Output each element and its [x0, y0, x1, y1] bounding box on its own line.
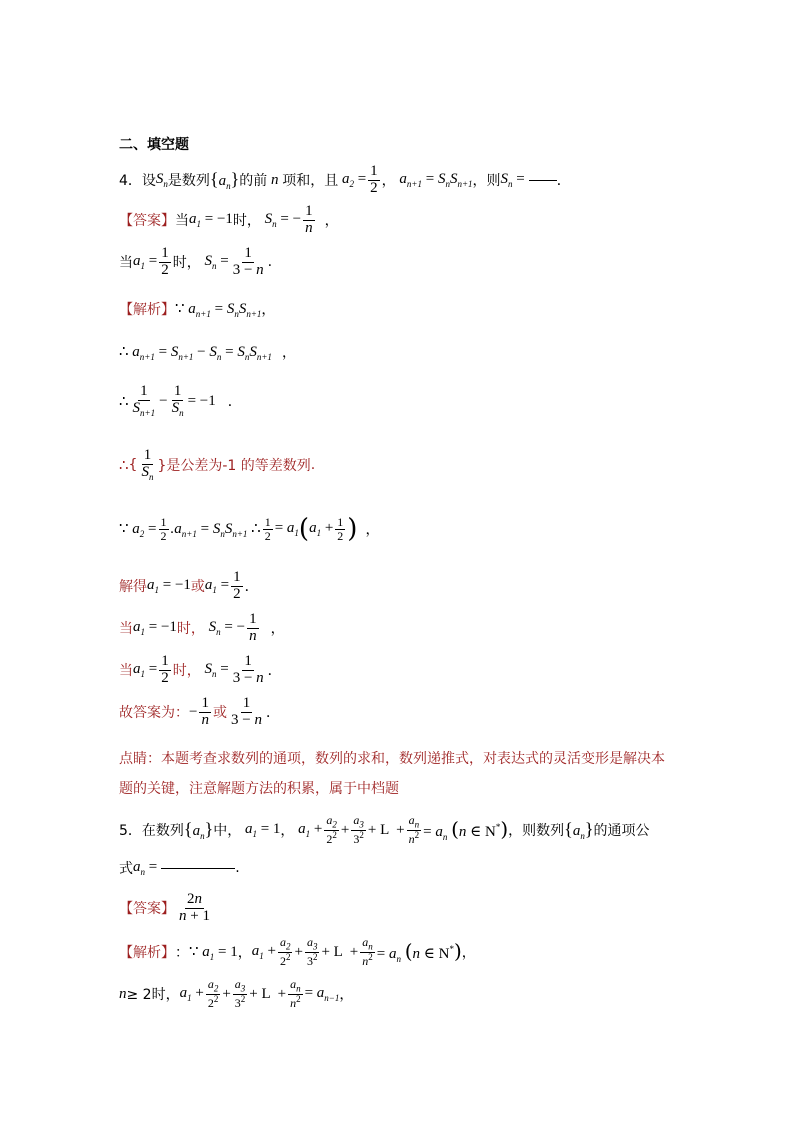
- q5-analysis-line-2: n ≥ 2时， $a_1$ + $\frac{a_2}{2^2}$ + $\frac{a_3}{3^2}$ + L + $\frac{a_n}{n^2}$ = $a_{n-1}$ ，: [119, 977, 354, 1011]
- case-line-1: 当 $a_1 = -1$ 时， $S_n$ = − $\frac{1}{n}$ ，: [119, 610, 285, 644]
- solve-line: 解得 $a_1 = -1$ 或 $a_1$ = $\frac{1}{2}$ ．: [119, 568, 259, 602]
- analysis-line-2: ∴ $a_{n+1} = S_{n+1} - S_n = S_nS_{n+1}$ ，: [119, 344, 296, 362]
- answer-tag: 【答案】: [119, 213, 175, 229]
- analysis-tag: 【解析】: [119, 302, 175, 318]
- answer-line-1: 【答案】 当 $a_1 = -1$ 时， $S_n$ = − $\frac{1}{n}$ ，: [119, 202, 339, 236]
- analysis-line-5: ∵ $a_2$ = $\frac{1}{2}$ $.a_{n+1} = S_nS_{n+1}$ ∴ $\frac{1}{2}$ = $a_1$ ( $a_1$ + $\frac{1}{2}$ ) ，: [119, 514, 380, 544]
- q5-analysis-line-1: 【解析】 ： ∵ $a_1 = 1$ ， $a_1$ + $\frac{a_2}{2^2}$ + $\frac{a_3}{3^2}$ + L + $\frac{a_n}{n^2}$ = $a_n$ (n ∈ N*) ，: [119, 935, 476, 969]
- analysis-line-1: 【解析】 ∵ $a_{n+1} = S_nS_{n+1}$ ，: [119, 301, 276, 319]
- question-5-line-2: 式 $a_n$ = .: [119, 859, 240, 877]
- section-title: 二、填空题: [119, 137, 189, 153]
- answer-blank[interactable]: [529, 180, 557, 181]
- analysis-tag: 【解析】: [119, 945, 175, 961]
- answer-line-2: 当 $a_1$ = $\frac{1}{2}$ 时， $S_n$ = $\frac{1}{3 - n}$ .: [119, 244, 273, 278]
- final-answer-line: 故答案为： − $\frac{1}{n}$ 或 $\frac{1}{3 - n}$ ．: [119, 694, 280, 728]
- question-number: 4．: [119, 173, 142, 189]
- comment-line-1: 点睛：本题考查求数列的通项，数列的求和，数列递推式，对表达式的灵活变形是解决本: [119, 751, 665, 767]
- question-5: 5． 在数列 $\{a_n\}$ 中， $a_1 = 1$ ， $a_1$ + $\frac{a_2}{2^2}$ + $\frac{a_3}{3^2}$ + L + $\frac{a_n}{n^2}$ = $a_n$ (n ∈ N*) ，则数列 $\{a_n\}$ 的通项公: [119, 813, 650, 847]
- analysis-line-3: ∴ $\frac{1}{S_{n+1}}$ − $\frac{1}{S_n}$ = −1 ．: [119, 382, 242, 418]
- answer-blank[interactable]: [161, 868, 235, 869]
- analysis-line-4: ∴ { $\frac{1}{S_n}$ }是公差为-1 的等差数列 .: [119, 446, 316, 482]
- comment-line-2: 题的关键，注意解题方法的积累，属于中档题: [119, 781, 399, 797]
- question-4: 4． 设 $S_n$ 是数列 $\{a_n\}$ 的前 n 项和，且 $a_2$ = $\frac{1}{2}$ ， $a_{n+1} = S_nS_{n+1}$ ，则 $S_n$ = ．: [119, 162, 571, 196]
- case-line-2: 当 $a_1$ = $\frac{1}{2}$ 时， $S_n$ = $\frac{1}{3 - n}$ ．: [119, 652, 282, 686]
- q5-answer-line: 【答案】 $\frac{2n}{n + 1}$: [119, 890, 210, 924]
- answer-tag: 【答案】: [119, 901, 175, 917]
- question-number: 5．: [119, 823, 142, 839]
